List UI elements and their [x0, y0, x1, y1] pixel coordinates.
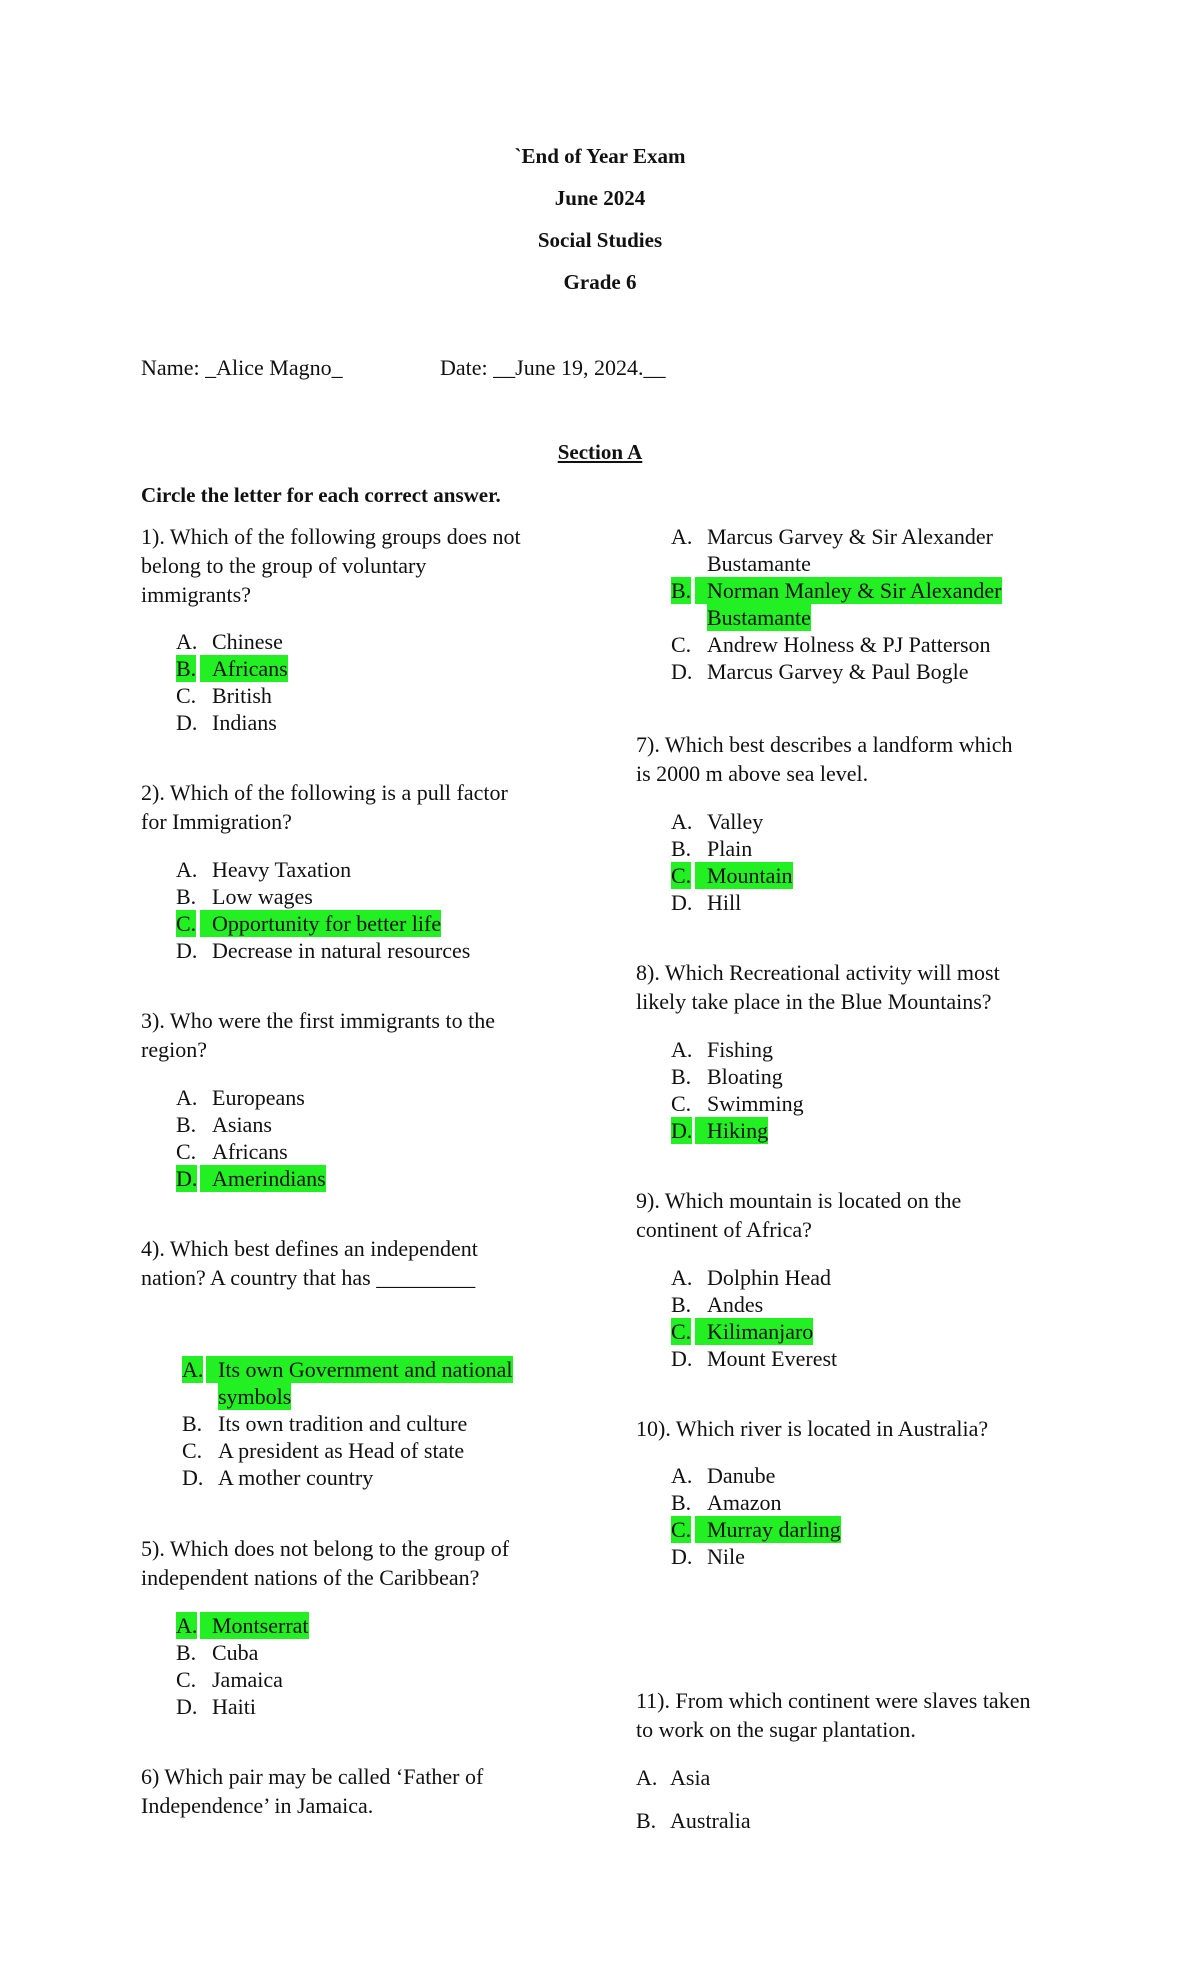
option-letter: A.: [671, 1037, 693, 1062]
option-text: A mother country: [218, 1465, 374, 1490]
option-letter: A.: [671, 1463, 693, 1488]
question-8-option-d[interactable]: [671, 1117, 1091, 1144]
option-text: Decrease in natural resources: [212, 938, 471, 963]
option-text: Danube: [707, 1463, 776, 1488]
option-text: Australia: [670, 1808, 751, 1833]
exam-subject: Social Studies: [537, 228, 663, 252]
question-2-option-b[interactable]: [176, 883, 596, 910]
question-7-text: is 2000 m above sea level.: [636, 761, 869, 786]
option-text: Cuba: [212, 1640, 259, 1665]
option-text: Amazon: [707, 1490, 782, 1515]
question-1-option-b[interactable]: [176, 655, 596, 682]
option-letter: C.: [176, 683, 197, 708]
option-letter: B.: [671, 836, 692, 861]
question-1-option-c[interactable]: [176, 682, 596, 709]
question-7-option-a[interactable]: [671, 808, 1091, 835]
question-3-option-d[interactable]: [176, 1165, 596, 1192]
question-10-option-d[interactable]: [671, 1543, 1091, 1570]
option-text: Bustamante: [707, 551, 811, 576]
question-5-option-d[interactable]: [176, 1693, 596, 1720]
option-letter: C.: [671, 1319, 692, 1344]
question-6-option-d[interactable]: [671, 658, 1091, 685]
question-4-option-b[interactable]: [182, 1410, 602, 1437]
exam-title: `End of Year Exam: [514, 144, 686, 168]
answer-highlight: [695, 1318, 707, 1345]
option-letter: D.: [671, 890, 693, 915]
option-text: Nile: [707, 1544, 745, 1569]
question-3-option-a[interactable]: [176, 1084, 596, 1111]
question-6-option-c[interactable]: [671, 631, 1091, 658]
option-text: Fishing: [707, 1037, 774, 1062]
option-text: Andes: [707, 1292, 764, 1317]
option-text: Low wages: [212, 884, 313, 909]
option-text: British: [212, 683, 272, 708]
question-2-text: for Immigration?: [141, 809, 292, 834]
answer-highlight: [206, 1356, 218, 1383]
option-letter: B.: [671, 1490, 692, 1515]
option-text: symbols: [218, 1384, 292, 1409]
option-text: Mount Everest: [707, 1346, 838, 1371]
question-8-option-b[interactable]: [671, 1063, 1091, 1090]
option-letter: A.: [176, 1613, 198, 1638]
question-2-option-c[interactable]: [176, 910, 596, 937]
answer-highlight: [200, 1165, 212, 1192]
option-text: Asians: [212, 1112, 272, 1137]
question-9-text: continent of Africa?: [636, 1217, 812, 1242]
question-5-option-a[interactable]: [176, 1612, 596, 1639]
option-text: A president as Head of state: [218, 1438, 465, 1463]
question-8-option-a[interactable]: [671, 1036, 1091, 1063]
exam-date: June 2024: [554, 186, 646, 210]
option-text: Montserrat: [212, 1613, 309, 1638]
option-text: Asia: [670, 1765, 711, 1790]
option-letter: D.: [176, 710, 198, 735]
option-text: Amerindians: [212, 1166, 326, 1191]
option-text: Heavy Taxation: [212, 857, 352, 882]
question-11-text: 11). From which continent were slaves taken: [636, 1688, 1031, 1713]
question-10-option-a[interactable]: [671, 1462, 1091, 1489]
option-letter: C.: [671, 1517, 692, 1542]
question-6-option-a[interactable]: [671, 523, 1091, 577]
option-letter: D.: [176, 938, 198, 963]
option-letter: B.: [671, 1064, 692, 1089]
option-letter: C.: [176, 1667, 197, 1692]
section-title: Section A: [557, 440, 643, 464]
option-text: Opportunity for better life: [212, 911, 442, 936]
question-9-option-c[interactable]: [671, 1318, 1091, 1345]
question-1-option-d[interactable]: [176, 709, 596, 736]
option-letter: A.: [176, 857, 198, 882]
question-6-text: Independence’ in Jamaica.: [141, 1793, 374, 1818]
option-letter: A.: [671, 809, 693, 834]
question-10-text: 10). Which river is located in Australia?: [636, 1416, 989, 1441]
question-9-text: 9). Which mountain is located on the: [636, 1188, 962, 1213]
question-3-option-b[interactable]: [176, 1111, 596, 1138]
option-text: Dolphin Head: [707, 1265, 832, 1290]
answer-highlight: [200, 1612, 212, 1639]
option-letter: C.: [176, 911, 197, 936]
question-8-text: likely take place in the Blue Mountains?: [636, 989, 992, 1014]
question-2-text: 2). Which of the following is a pull factor: [141, 780, 508, 805]
option-text: Haiti: [212, 1694, 256, 1719]
option-letter: A.: [671, 1265, 693, 1290]
option-text: Kilimanjaro: [707, 1319, 814, 1344]
exam-grade: Grade 6: [563, 270, 637, 294]
question-11-option-b[interactable]: [636, 1807, 1056, 1834]
option-text: Jamaica: [212, 1667, 283, 1692]
option-text: Plain: [707, 836, 753, 861]
option-text: Africans: [212, 656, 288, 681]
option-letter: B.: [671, 1292, 692, 1317]
question-10-option-b[interactable]: [671, 1489, 1091, 1516]
question-5-option-b[interactable]: [176, 1639, 596, 1666]
answer-highlight: [695, 862, 707, 889]
option-text: Its own Government and national: [218, 1357, 513, 1382]
answer-highlight: [695, 1516, 707, 1543]
question-5-text: independent nations of the Caribbean?: [141, 1565, 480, 1590]
question-8-text: 8). Which Recreational activity will most: [636, 960, 1000, 985]
option-text: Bloating: [707, 1064, 783, 1089]
answer-highlight: [200, 655, 212, 682]
option-text: Murray darling: [707, 1517, 841, 1542]
question-8-option-c[interactable]: [671, 1090, 1091, 1117]
question-6-text: 6) Which pair may be called ‘Father of: [141, 1764, 484, 1789]
question-7-text: 7). Which best describes a landform which: [636, 732, 1013, 757]
option-letter: D.: [671, 659, 693, 684]
option-letter: C.: [671, 863, 692, 888]
option-text: Andrew Holness & PJ Patterson: [707, 632, 991, 657]
question-3-text: 3). Who were the first immigrants to the: [141, 1008, 495, 1033]
option-letter: D.: [671, 1118, 693, 1143]
answer-highlight: [695, 1117, 707, 1144]
option-letter: D.: [671, 1346, 693, 1371]
instructions: Circle the letter for each correct answer.: [141, 483, 501, 507]
question-1-option-a[interactable]: [176, 628, 596, 655]
question-7-option-c[interactable]: [671, 862, 1091, 889]
question-5-option-c[interactable]: [176, 1666, 596, 1693]
option-text: Valley: [707, 809, 764, 834]
option-letter: B.: [176, 884, 197, 909]
question-11-text: to work on the sugar plantation.: [636, 1717, 916, 1742]
option-text: Marcus Garvey & Sir Alexander: [707, 524, 993, 549]
option-letter: D.: [671, 1544, 693, 1569]
question-5-text: 5). Which does not belong to the group of: [141, 1536, 510, 1561]
question-2-option-d[interactable]: [176, 937, 596, 964]
question-3-text: region?: [141, 1037, 207, 1062]
answer-highlight: [695, 577, 707, 604]
question-7-option-d[interactable]: [671, 889, 1091, 916]
option-text: Hill: [707, 890, 742, 915]
question-9-option-d[interactable]: [671, 1345, 1091, 1372]
option-letter: A.: [636, 1765, 658, 1790]
question-3-option-c[interactable]: [176, 1138, 596, 1165]
option-text: Hiking: [707, 1118, 769, 1143]
question-4-option-a[interactable]: [182, 1356, 602, 1410]
question-4-option-d[interactable]: [182, 1464, 602, 1491]
option-letter: D.: [182, 1465, 204, 1490]
option-letter: D.: [176, 1694, 198, 1719]
option-text: Mountain: [707, 863, 793, 888]
option-letter: C.: [671, 1091, 692, 1116]
option-letter: B.: [176, 1640, 197, 1665]
option-letter: B.: [671, 578, 692, 603]
exam-date-field: Date: __June 19, 2024.__: [440, 355, 666, 380]
option-text: Europeans: [212, 1085, 305, 1110]
answer-highlight: [200, 910, 212, 937]
option-letter: B.: [176, 656, 197, 681]
option-text: Marcus Garvey & Paul Bogle: [707, 659, 969, 684]
question-4-text: nation? A country that has _________: [141, 1265, 476, 1290]
question-4-option-c[interactable]: [182, 1437, 602, 1464]
question-1-text: immigrants?: [141, 582, 251, 607]
option-text: Chinese: [212, 629, 283, 654]
option-letter: A.: [182, 1357, 204, 1382]
option-text: Indians: [212, 710, 277, 735]
question-6-option-b[interactable]: [671, 577, 1091, 631]
option-letter: A.: [176, 629, 198, 654]
student-name: Name: _Alice Magno_: [141, 355, 343, 380]
option-letter: B.: [636, 1808, 657, 1833]
option-text: Its own tradition and culture: [218, 1411, 468, 1436]
option-letter: A.: [671, 524, 693, 549]
option-text: Bustamante: [707, 605, 811, 630]
option-text: Swimming: [707, 1091, 804, 1116]
question-10-option-c[interactable]: [671, 1516, 1091, 1543]
question-11-option-a[interactable]: [636, 1764, 1056, 1791]
option-text: Norman Manley & Sir Alexander: [707, 578, 1002, 603]
question-1-text: belong to the group of voluntary: [141, 553, 427, 578]
question-2-option-a[interactable]: [176, 856, 596, 883]
option-letter: C.: [176, 1139, 197, 1164]
option-letter: D.: [176, 1166, 198, 1191]
option-letter: A.: [176, 1085, 198, 1110]
option-letter: C.: [671, 632, 692, 657]
question-9-option-b[interactable]: [671, 1291, 1091, 1318]
option-letter: C.: [182, 1438, 203, 1463]
question-9-option-a[interactable]: [671, 1264, 1091, 1291]
question-4-text: 4). Which best defines an independent: [141, 1236, 478, 1261]
question-7-option-b[interactable]: [671, 835, 1091, 862]
question-1-text: 1). Which of the following groups does not: [141, 524, 521, 549]
option-letter: B.: [176, 1112, 197, 1137]
option-text: Africans: [212, 1139, 288, 1164]
option-letter: B.: [182, 1411, 203, 1436]
